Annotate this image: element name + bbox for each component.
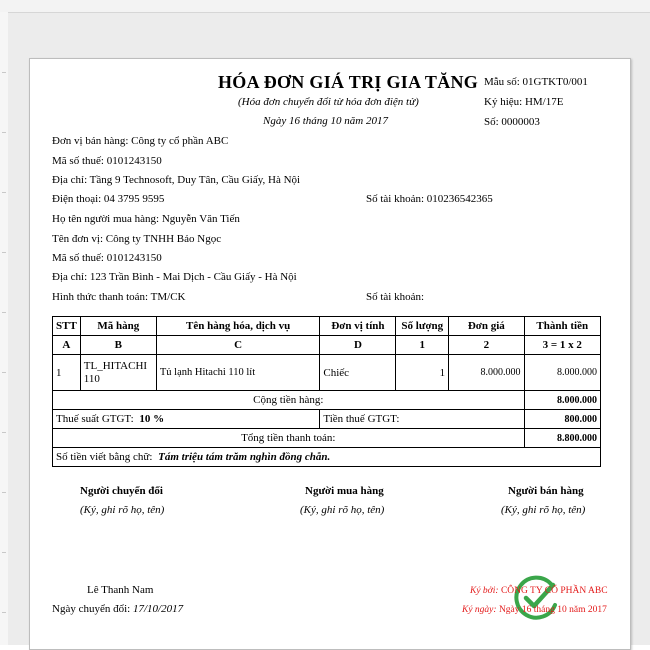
vat-row (53, 410, 601, 429)
words-row (53, 448, 601, 467)
vat-value: 800.000 (524, 410, 600, 429)
signed-by-label: Ký bởi: (470, 586, 499, 596)
row-code: TL_HITACHI 110 (80, 355, 156, 391)
converter-name: Lê Thanh Nam (87, 584, 154, 596)
vat-rate-label: Thuế suất GTGT: (56, 413, 134, 425)
payment-method: Hình thức thanh toán: TM/CK (52, 291, 186, 303)
buyer-account: Số tài khoản: (366, 291, 425, 303)
signed-date-label: Ký ngày: (462, 605, 497, 615)
viewer-top-bar (0, 0, 650, 13)
total-label: Tổng tiền thanh toán: (53, 429, 525, 448)
invoice-title: HÓA ĐƠN GIÁ TRỊ GIA TĂNG (218, 72, 479, 92)
row-qty: 1 (396, 355, 449, 391)
header-code: Mã hàng (80, 317, 156, 336)
conversion-date-line (52, 603, 183, 615)
words-value: Tám triệu tám trăm nghìn đồng chẵn. (158, 451, 331, 463)
vertical-ruler (0, 12, 8, 645)
invoice-subtitle: (Hóa đơn chuyển đổi từ hóa đơn điện tử) (238, 96, 419, 108)
row-unit: Chiếc (320, 355, 396, 391)
code-c: C (156, 336, 319, 355)
invoice-table (52, 316, 601, 467)
buyer-sign-note: (Ký, ghi rõ họ, tên) (300, 504, 385, 516)
header-unit: Đơn vị tính (320, 317, 396, 336)
header-stt: STT (53, 317, 81, 336)
buyer-tax-code: Mã số thuế: 0101243150 (52, 252, 162, 264)
converter-title: Người chuyển đổi (80, 485, 163, 497)
seller-phone: Điện thoại: 04 3795 9595 (52, 193, 165, 205)
invoice-date: Ngày 16 tháng 10 năm 2017 (263, 115, 388, 127)
code-3: 3 = 1 x 2 (524, 336, 600, 355)
seller-account: Số tài khoản: 010236542365 (366, 193, 493, 205)
seller-sign-note: (Ký, ghi rõ họ, tên) (501, 504, 586, 516)
seller-tax-code: Mã số thuế: 0101243150 (52, 155, 162, 167)
code-d: D (320, 336, 396, 355)
signed-date-line (462, 605, 607, 615)
subtotal-label: Cộng tiền hàng: (53, 391, 525, 410)
conversion-date: 17/10/2017 (132, 603, 184, 615)
signed-by: CÔNG TY CỔ PHẦN ABC (500, 586, 608, 596)
invoice-number: Số: 0000003 (484, 116, 540, 128)
signed-date: Ngày 16 tháng 10 năm 2017 (498, 605, 607, 615)
conversion-date-label: Ngày chuyển đổi: (52, 603, 131, 615)
form-number: Mẫu số: 01GTKT0/001 (484, 76, 588, 88)
converter-note: (Ký, ghi rõ họ, tên) (80, 504, 165, 516)
buyer-address: Địa chỉ: 123 Trần Bình - Mai Dịch - Cầu Giấy - Hà Nội (52, 271, 297, 283)
header-qty: Số lượng (396, 317, 449, 336)
row-price: 8.000.000 (449, 355, 524, 391)
invoice-symbol: Ký hiệu: HM/17E (484, 96, 564, 108)
total-row (53, 429, 601, 448)
row-name: Tủ lạnh Hitachi 110 lít (156, 355, 319, 391)
seller-address: Địa chỉ: Tầng 9 Technosoft, Duy Tân, Cầu Giấy, Hà Nội (52, 174, 301, 186)
signed-by-line (470, 586, 608, 596)
code-1: 1 (396, 336, 449, 355)
buyer-sign-title: Người mua hàng (305, 485, 384, 497)
code-b: B (80, 336, 156, 355)
seller-sign-title: Người bán hàng (508, 485, 584, 497)
amount-in-words-cell (53, 448, 601, 467)
subtotal-row (53, 391, 601, 410)
header-name: Tên hàng hóa, dịch vụ (156, 317, 319, 336)
vat-label: Tiền thuế GTGT: (320, 410, 524, 429)
vat-rate-cell (53, 410, 320, 429)
header-price: Đơn giá (449, 317, 524, 336)
vat-rate-value: 10 % (139, 413, 165, 425)
total-value: 8.800.000 (524, 429, 600, 448)
row-amount: 8.000.000 (524, 355, 600, 391)
header-amount: Thành tiền (524, 317, 600, 336)
buyer-unit: Tên đơn vị: Công ty TNHH Bảo Ngọc (52, 233, 222, 245)
table-header-row (53, 317, 601, 336)
table-code-row (53, 336, 601, 355)
code-2: 2 (449, 336, 524, 355)
subtotal-value: 8.000.000 (524, 391, 600, 410)
words-label: Số tiền viết bằng chữ: (56, 451, 153, 463)
buyer-name: Họ tên người mua hàng: Nguyễn Văn Tiến (52, 213, 240, 225)
row-stt: 1 (53, 355, 81, 391)
table-row (53, 355, 601, 391)
code-a: A (53, 336, 81, 355)
seller-unit: Đơn vị bán hàng: Công ty cổ phần ABC (52, 135, 229, 147)
